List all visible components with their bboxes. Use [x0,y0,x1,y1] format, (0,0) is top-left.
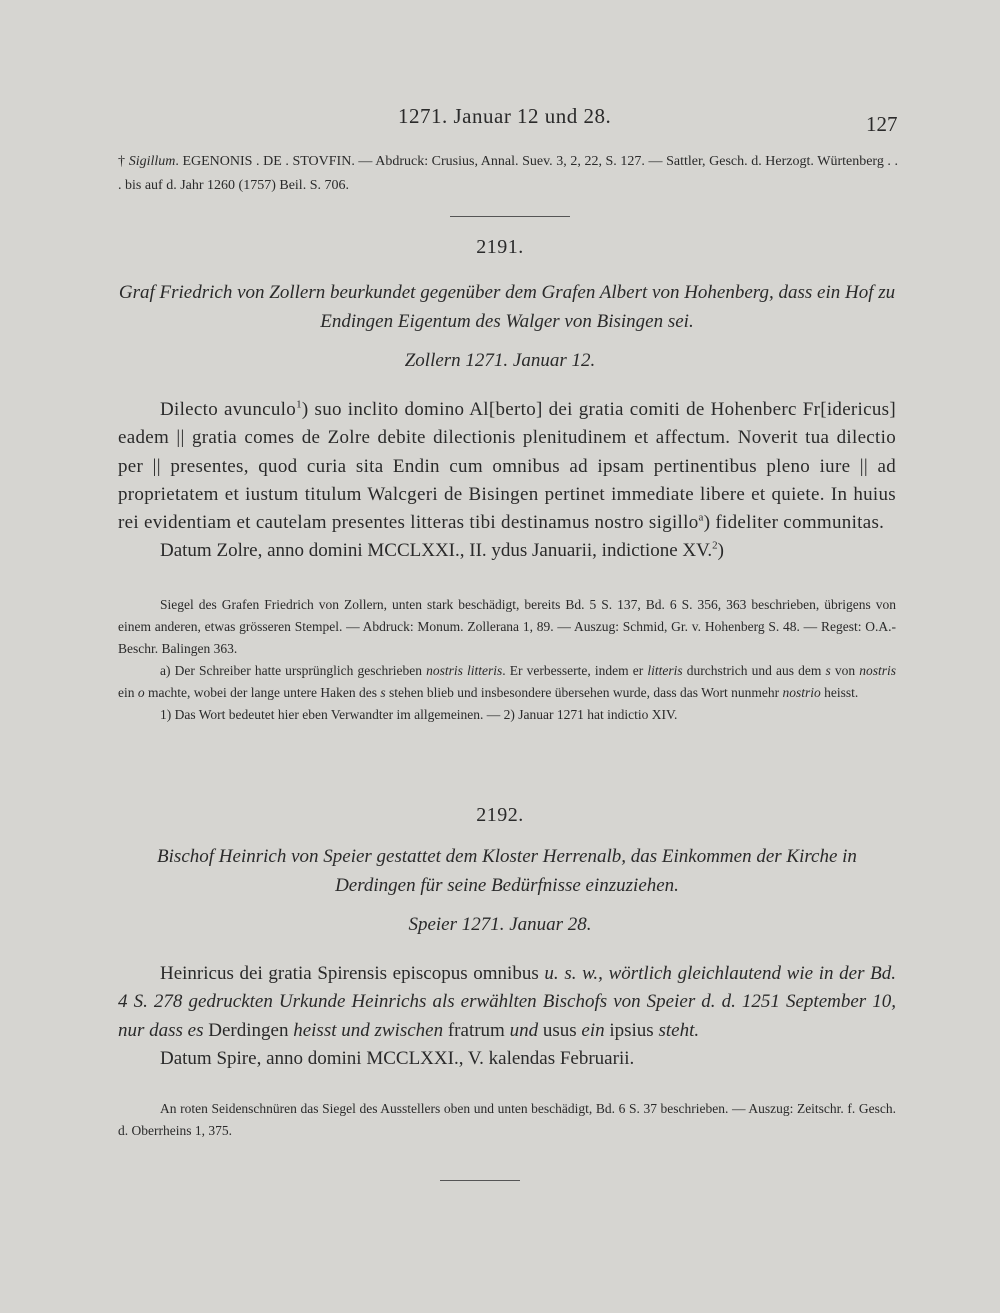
page-number: 127 [866,112,898,136]
place-date-2192: Speier 1271. Januar 28. [408,914,592,935]
seal-note-2192: An roten Seidenschnüren das Siegel des Ausstellers oben und unten beschädigt, Bd. 6 S. 37 beschrieben. — Auszug: Zeitschr. f. Gesch. d. Oberrheins 1, 375. [118,1101,896,1138]
seal-note-2191: Siegel des Grafen Friedrich von Zollern, unten stark beschädigt, bereits Bd. 5 S. 137, Bd. 6 S. 356, 363 beschrieben, übrigens von einem anderen, etwas grösseren Stempel. — Abdruck: Monum. Zollerana 1, 89. — Auszug: Schmid, Gr. v. Hohenberg S. 48. — Regest: O.A.-Beschr. Balingen 363. [118,597,896,656]
regest-2192: Bischof Heinrich von Speier gestattet dem Kloster Herrenalb, das Einkommen der Kirche in Derdingen für seine Bedürfnisse einzuziehen. [157,846,857,896]
separator-rule [450,216,570,217]
place-date-2191: Zollern 1271. Januar 12. [404,350,596,371]
text-part-a: Dilecto avunculo [160,399,297,420]
datum-2192: Datum Spire, anno domini MCCLXXI., V. kalendas Februarii. [160,1047,635,1069]
document-text-2192: Heinricus dei gratia Spirensis episcopus omnibus u. s. w., wörtlich gleichlautend wie in der Bd. 4 S. 278 gedruckten Urkunde Heinrichs als erwählten Bischofs von Speier d. d. 1251 September 10, nur dass es Derdingen heisst und zwischen fratrum und usus ein ipsius steht. Datum Spire, anno domini MCCLXXI., V. kalendas Februarii. [118,960,896,1073]
sigillum-label: Sigillum [128,154,176,169]
document-text-2191 [118,396,896,566]
notes-2192 [118,1098,896,1142]
text-part-b: ) suo inclito domino Al[berto] dei gratia comiti de Hohenberc Fr[idericus] eadem || gratia comes de Zolre debite dilectionis plenitudinem et affectum. Noverit tua dilectio per || presentes, quod curia sita Endin cum omnibus ad ipsam pertinentibus pleno iure || ad proprietatem et iustum titulum Walcgeri de Bisingen pertinet immediate libere et quiete. In huius rei evidentiam et cautelam presentes litteras tibi destinamus nostro sigillo [118,399,896,534]
running-head-title: 1271. Januar 12 und 28. [398,104,612,128]
notes-2191 [118,594,896,726]
footnote-a: a) Der Schreiber hatte ursprünglich geschrieben nostris litteris. Er verbesserte, indem er litteris durchstrich und aus dem s von nostris ein o machte, wobei der lange untere Haken des s stehen blieb und insbesondere übersehen wurde, dass das Wort nunmehr nostrio heisst. [118,663,896,700]
previous-tail-text: . EGENONIS . DE . STOVFIN. — Abdruck: Crusius, Annal. Suev. 3, 2, 22, S. 127. — Sattler, Gesch. d. Herzogt. Würtenberg . . . bis auf d. Jahr 1260 (1757) Beil. S. 706. [118,154,899,193]
datum-2191: Datum Zolre, anno domini MCCLXXI., II. ydus Januarii, indictione XV. [160,540,713,562]
end-rule [440,1180,520,1181]
text-part-c: ) fideliter communitas. [703,512,885,534]
footnote-ref-1: 1 [296,398,302,411]
document-number-2192: 2192. [476,804,524,826]
footnote-ref-2: 2 [712,540,718,553]
footnote-ref-a: a [698,511,704,524]
footnotes-1-2: 1) Das Wort bedeutet hier eben Verwandter im allgemeinen. — 2) Januar 1271 hat indictio XIV. [160,707,678,722]
previous-document-tail [118,150,898,198]
document-number-2191: 2191. [476,236,524,258]
regest-2191: Graf Friedrich von Zollern beurkundet gegenüber dem Grafen Albert von Hohenberg, dass ein Hof zu Endingen Eigentum des Walger von Bisingen sei. [118,282,896,332]
datum-2191-close: ) [717,540,724,562]
dagger-symbol: † [118,154,126,169]
